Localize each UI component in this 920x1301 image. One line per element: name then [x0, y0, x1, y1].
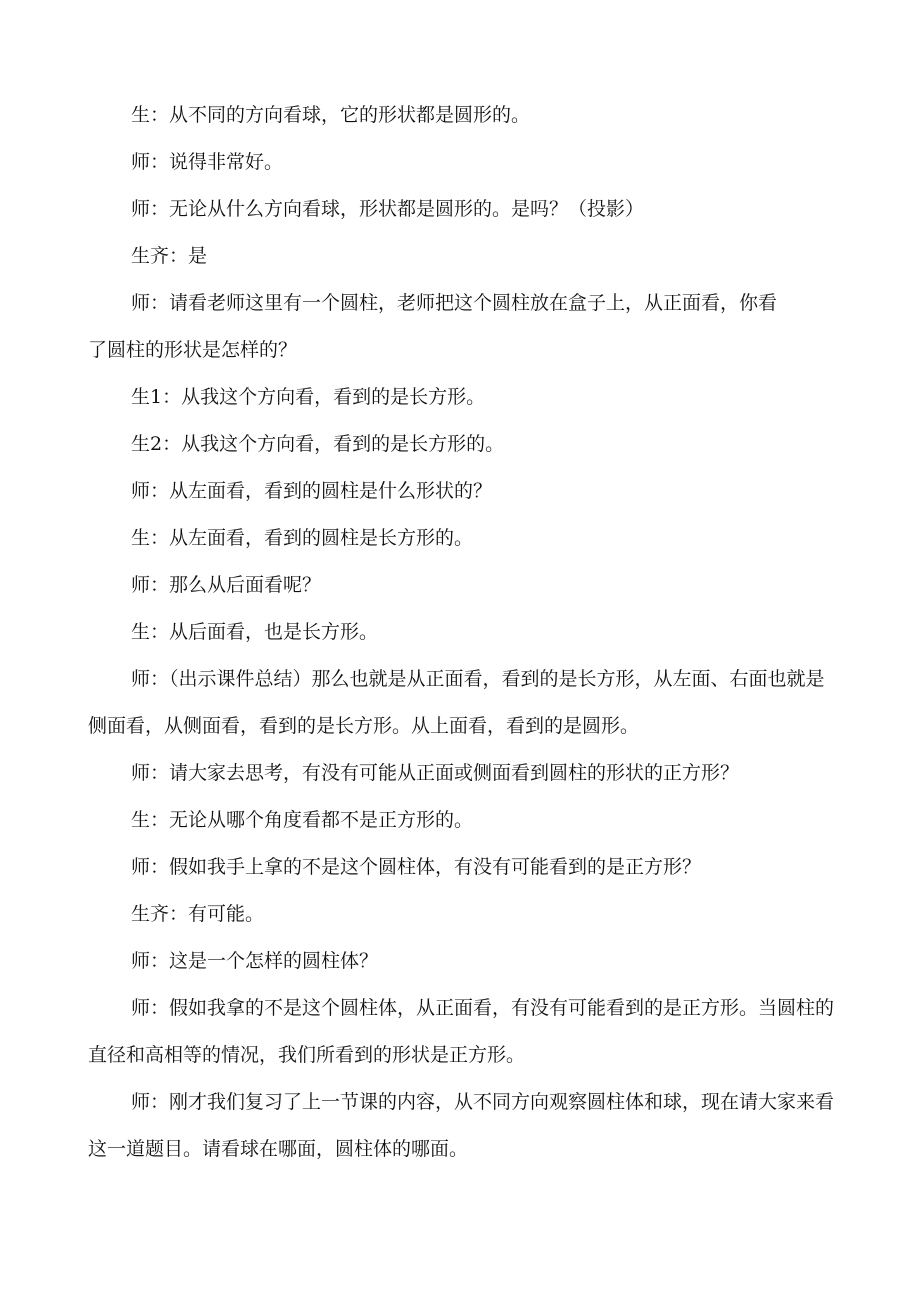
- paragraph: 生：从不同的方向看球，它的形状都是圆形的。: [131, 104, 531, 126]
- paragraph: 师：说得非常好。: [131, 151, 284, 173]
- paragraph: 生2：从我这个方向看，看到的是长方形的。: [131, 433, 505, 455]
- paragraph: 师：从左面看，看到的圆柱是什么形状的？: [131, 480, 493, 502]
- paragraph: 师：假如我拿的不是这个圆柱体，从正面看，有没有可能看到的是正方形。当圆柱的直径和高相等的情况，我们所看到的形状是正方形。: [88, 997, 835, 1066]
- paragraph: 生1：从我这个方向看，看到的是长方形。: [131, 386, 486, 408]
- paragraph: 师：无论从什么方向看球，形状都是圆形的。是吗？（投影）: [131, 198, 645, 220]
- paragraph: 生：无论从哪个角度看都不是正方形的。: [131, 809, 474, 831]
- paragraph: 生：从后面看，也是长方形。: [131, 621, 379, 643]
- paragraph: 生：从左面看，看到的圆柱是长方形的。: [131, 527, 474, 549]
- paragraph: 师：刚才我们复习了上一节课的内容，从不同方向观察圆柱体和球，现在请大家来看这一道题目。请看球在哪面，圆柱体的哪面。: [88, 1091, 835, 1160]
- paragraph: 生齐：有可能。: [131, 903, 265, 925]
- paragraph: 师：请大家去思考，有没有可能从正面或侧面看到圆柱的形状的正方形？: [131, 762, 740, 784]
- paragraph: 生齐：是: [131, 245, 208, 267]
- paragraph: 师：这是一个怎样的圆柱体？: [131, 950, 379, 972]
- paragraph: 师：那么从后面看呢？: [131, 574, 322, 596]
- document-body: [88, 92, 836, 1173]
- paragraph: 师：假如我手上拿的不是这个圆柱体，有没有可能看到的是正方形？: [131, 856, 702, 878]
- paragraph: 师：请看老师这里有一个圆柱，老师把这个圆柱放在盒子上，从正面看，你看了圆柱的形状是怎样的？: [88, 292, 778, 361]
- paragraph: 师：（出示课件总结）那么也就是从正面看，看到的是长方形，从左面、右面也就是侧面看，从侧面看，看到的是长方形。从上面看，看到的是圆形。: [88, 668, 825, 737]
